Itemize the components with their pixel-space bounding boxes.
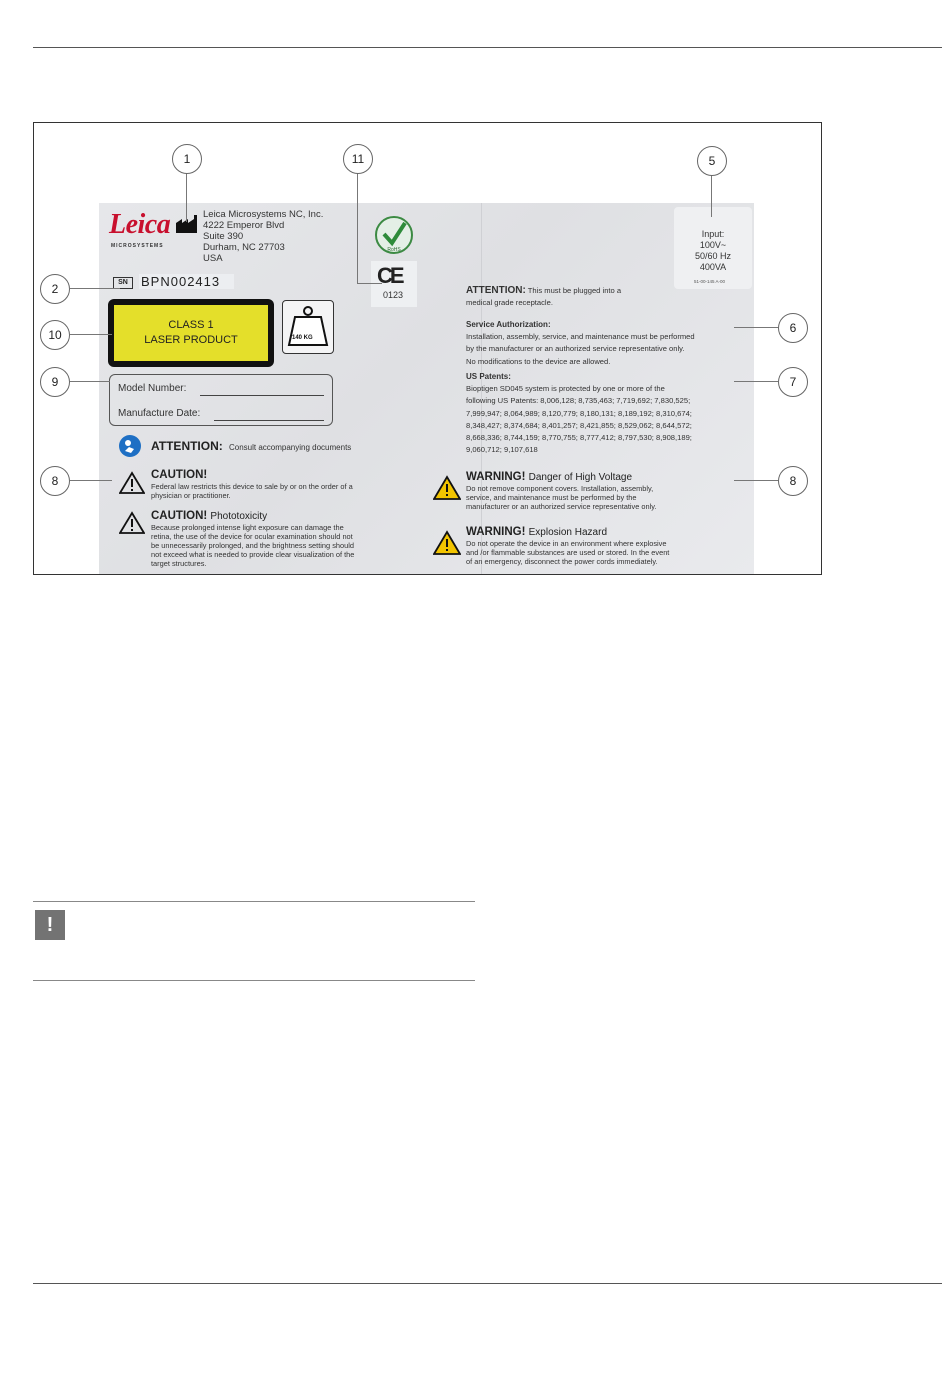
warning-subheading: Explosion Hazard	[528, 527, 607, 538]
warning-line: Do not remove component covers. Installation, assembly,	[466, 484, 654, 493]
callout-leader	[70, 288, 120, 289]
patents-line: 7,999,947; 8,064,989; 8,120,779; 8,180,131; 8,189,192; 8,310,674;	[466, 408, 692, 418]
header-rule	[33, 47, 942, 48]
patents-line: 9,060,712; 9,107,618	[466, 445, 538, 455]
callout-8-left: 8	[40, 466, 70, 496]
us-patents	[466, 371, 692, 456]
serial-number-icon: SN	[113, 277, 133, 289]
rohs-text: RoHS	[387, 247, 401, 253]
laser-class-line: LASER PRODUCT	[144, 334, 238, 346]
warning-triangle-icon	[433, 530, 461, 556]
warning-heading: WARNING!	[466, 526, 526, 538]
service-line: by the manufacturer or an authorized service representative only.	[466, 344, 685, 354]
callout-leader	[70, 334, 112, 335]
caution-line: retina, the use of the device for ocular examination should not	[151, 532, 353, 541]
callout-leader	[70, 480, 112, 481]
attention-receptacle	[466, 285, 621, 309]
warning-high-voltage	[466, 471, 656, 511]
product-label	[99, 203, 754, 574]
callout-leader	[357, 173, 358, 283]
service-line: Installation, assembly, service, and maintenance must be performed	[466, 332, 695, 342]
warning-triangle-icon	[433, 475, 461, 501]
service-heading: Service Authorization:	[466, 320, 551, 329]
input-line: Input:	[701, 229, 725, 239]
callout-10: 10	[40, 320, 70, 350]
address-line: Suite 390	[203, 231, 244, 242]
label-part-number: 51-00-145 A-00	[694, 279, 726, 284]
callout-5: 5	[697, 146, 727, 176]
callout-leader	[734, 327, 778, 328]
model-number-label: Model Number:	[118, 383, 187, 394]
caution-heading: CAUTION!	[151, 469, 208, 481]
caution-line: target structures.	[151, 559, 207, 568]
leica-logo: Leica	[109, 209, 171, 240]
device-label-figure	[33, 122, 822, 575]
weight-label	[282, 300, 334, 354]
caution-subheading: Phototoxicity	[210, 511, 268, 522]
model-info-box	[109, 374, 333, 426]
callout-2: 2	[40, 274, 70, 304]
notified-body-number: 0123	[383, 290, 404, 300]
address-line: 4222 Emperor Blvd	[203, 220, 285, 231]
warning-line: and /or flammable substances are used or stored. In the event	[466, 548, 670, 557]
input-line: 100V~	[699, 240, 727, 250]
callout-leader	[70, 381, 110, 382]
callout-7: 7	[778, 367, 808, 397]
power-input-rating	[674, 207, 752, 289]
leica-logo-subtitle: MICROSYSTEMS	[111, 243, 164, 249]
patents-line: 8,668,336; 8,744,159; 8,770,755; 8,777,412; 8,797,530; 8,908,189;	[466, 433, 692, 443]
callout-11: 11	[343, 144, 373, 174]
caution-line: Federal law restricts this device to sale by or on the order of a	[151, 482, 353, 491]
important-notice	[33, 901, 475, 981]
patents-line: Bioptigen SD045 system is protected by one or more of the	[466, 384, 665, 394]
caution-line: Because prolonged intense light exposure can damage the	[151, 523, 344, 532]
manufacturer-address	[203, 209, 323, 264]
warning-heading: WARNING!	[466, 471, 526, 483]
exclamation-icon: !	[35, 910, 65, 940]
callout-6: 6	[778, 313, 808, 343]
attention-line: medical grade receptacle.	[466, 298, 553, 308]
callout-leader	[711, 175, 712, 217]
warning-line: of an emergency, disconnect the power cords immediately.	[466, 557, 658, 566]
warning-line: service, and maintenance must be performed by the	[466, 493, 637, 502]
callout-1: 1	[172, 144, 202, 174]
consult-documents-icon	[119, 435, 141, 457]
address-line: Leica Microsystems NC, Inc.	[203, 209, 324, 220]
patents-heading: US Patents:	[466, 372, 511, 381]
serial-number-value: BPN002413	[139, 274, 234, 289]
laser-class-line: CLASS 1	[168, 319, 214, 331]
attention-line: This must be plugged into a	[527, 286, 622, 295]
attention-text: Consult accompanying documents	[229, 443, 352, 452]
ce-marking	[371, 261, 417, 307]
ce-icon: CE	[377, 263, 402, 288]
weight-value: 140 KG	[292, 335, 313, 341]
caution-line: be unnecessarily prolonged, and the brightness setting should	[151, 541, 354, 550]
warning-explosion-hazard	[466, 526, 669, 566]
caution-line: physician or practitioner.	[151, 491, 231, 500]
callout-leader	[734, 480, 778, 481]
patents-line: 8,348,427; 8,374,684; 8,401,257; 8,421,855; 8,529,062; 8,644,572;	[466, 420, 692, 430]
caution-triangle-icon	[119, 471, 145, 495]
laser-class-label	[108, 299, 274, 367]
warning-subheading: Danger of High Voltage	[528, 472, 633, 483]
callout-leader	[186, 172, 187, 222]
manufacture-date-line	[214, 420, 324, 421]
model-number-line	[200, 395, 324, 396]
service-line: No modifications to the device are allowed.	[466, 356, 611, 366]
service-authorization	[466, 319, 695, 368]
weight-icon	[283, 301, 333, 353]
input-line: 400VA	[699, 262, 727, 272]
manufacture-date-label: Manufacture Date:	[118, 408, 201, 419]
caution-heading: CAUTION!	[151, 510, 208, 522]
callout-9: 9	[40, 367, 70, 397]
address-line: USA	[203, 253, 223, 264]
address-line: Durham, NC 27703	[203, 242, 285, 253]
callout-8-right: 8	[778, 466, 808, 496]
callout-leader	[734, 381, 778, 382]
warning-line: manufacturer or an authorized service representative only.	[466, 502, 657, 511]
patents-line: following US Patents: 8,006,128; 8,735,463; 7,719,692; 7,830,525;	[466, 396, 691, 406]
caution-line: not exceed what is needed to provide clear visualization of the	[151, 550, 355, 559]
attention-heading: ATTENTION:	[466, 285, 526, 296]
attention-heading: ATTENTION:	[151, 439, 223, 453]
callout-leader	[357, 283, 382, 284]
caution-sale-restriction	[151, 469, 353, 500]
footer-rule	[33, 1283, 942, 1284]
warning-line: Do not operate the device in an environment where explosive	[466, 539, 667, 548]
rohs-icon	[374, 213, 414, 257]
input-line: 50/60 Hz	[694, 251, 732, 261]
caution-triangle-icon	[119, 511, 145, 535]
caution-phototoxicity	[151, 510, 354, 568]
